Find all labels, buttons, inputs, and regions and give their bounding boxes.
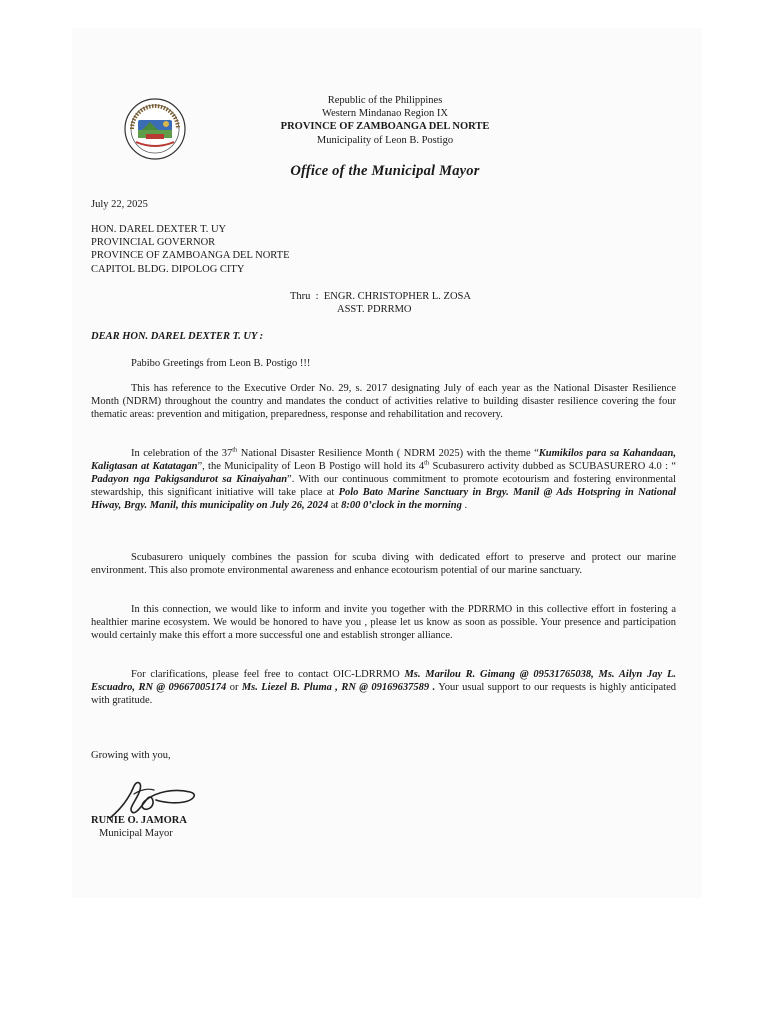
p2-sup-2: th <box>424 459 430 467</box>
paragraph-celebration <box>91 448 676 513</box>
municipal-seal-icon <box>124 98 186 160</box>
letter-date: July 22, 2025 <box>91 199 148 210</box>
contact-persons-2: Ms. Liezel B. Pluma , RN @ 09169637589 . <box>241 681 436 693</box>
event-time: 8:00 0’clock in the morning <box>341 499 462 511</box>
p2-text-b: National Disaster Resilience Month ( NDRM 2025) with the theme “ <box>237 448 539 459</box>
salutation: DEAR HON. DAREL DEXTER T. UY : <box>91 331 264 342</box>
province-line: PROVINCE OF ZAMBOANGA DEL NORTE <box>280 121 490 133</box>
municipality-line: Municipality of Leon B. Postigo <box>316 134 454 146</box>
p5-text-c: Your usual support to our requests is highly anticipated with gratitude. <box>91 681 676 706</box>
region-line: Western Mindanao Region IX <box>322 108 448 120</box>
complimentary-close: Growing with you, <box>91 750 171 761</box>
thru-block <box>290 290 471 317</box>
event-venue: Polo Bato Marine Sanctuary in Brgy. Manil @ Ads Hotspring in National Hiway, Brgy. Manil, this municipality on July 26, 2024 <box>91 486 676 511</box>
greeting: Pabibo Greetings from Leon B. Postigo !!! <box>131 358 311 369</box>
thru-position: ASST. PDRRMO <box>337 304 412 316</box>
event-theme: Kumikilos para sa Kahandaan, Kaligtasan at Katatagan <box>91 448 677 472</box>
p2-text-a: In celebration of the 37 <box>131 448 233 459</box>
p2-text-d: Scubasurero activity dubbed as SCUBASURERO 4.0 : “ <box>429 460 676 472</box>
p2-text-f: at <box>328 499 342 511</box>
p2-text-c: ”, the Municipality of Leon B Postigo will hold its 4 <box>197 460 425 472</box>
p2-text-e: ”. With our continuous commitment to promote ecotourism and fostering environmental stewardship, this significant initiative will take place at <box>91 473 676 498</box>
letterhead <box>200 94 570 147</box>
country-line: Republic of the Philippines <box>327 95 443 106</box>
p2-sup-1: th <box>232 446 238 454</box>
paragraph-executive-order: This has reference to the Executive Order No. 29, s. 2017 designating July of each year as the National Disaster Resilience Month (NDRM) throughout the country and mandates the conduct of activities relative to building disaster resilience covering the four thematic areas: prevention and mitigation, preparedness, response and rehabilitation and recovery. <box>91 383 676 420</box>
paragraph-scubasurero: Scubasurero uniquely combines the passion for scuba diving with dedicated effort to preserve and protect our marine environment. This also promote environmental awareness and enhance ecotourism potential of our marine sanctuary. <box>91 552 676 576</box>
thru-label: Thru <box>290 291 311 302</box>
addressee-block <box>91 223 290 276</box>
addressee-position: PROVINCIAL GOVERNOR <box>91 237 216 249</box>
paragraph-contacts <box>91 669 676 708</box>
paragraph-invitation: In this connection, we would like to inform and invite you together with the PDRRMO in this collective effort in fostering a healthier marine ecosystem. We would be honored to have you , please let us know as soon as possible. Your presence and participation would certainly make this effort a more successful one and establish stronger alliance. <box>91 604 676 641</box>
thru-separator: : <box>315 291 319 302</box>
signatory-title: Municipal Mayor <box>99 828 173 839</box>
addressee-name: HON. DAREL DEXTER T. UY <box>91 224 227 235</box>
p5-text-a: For clarifications, please feel free to contact OIC-LDRRMO <box>131 669 405 680</box>
p5-text-b: or <box>226 681 242 693</box>
office-title: Office of the Municipal Mayor <box>290 163 480 179</box>
addressee-province: PROVINCE OF ZAMBOANGA DEL NORTE <box>91 250 290 262</box>
addressee-address: CAPITOL BLDG. DIPOLOG CITY <box>91 263 245 275</box>
p2-text-g: . <box>461 499 468 511</box>
thru-name: ENGR. CHRISTOPHER L. ZOSA <box>323 291 471 302</box>
event-tagline: Padayon nga Pakigsandurot sa Kinaiyahan <box>91 473 288 485</box>
signatory-name: RUNIE O. JAMORA <box>91 815 187 826</box>
contact-persons-1: Ms. Marilou R. Gimang @ 09531765038, Ms. Ailyn Jay L. Escuadro, RN @ 09667005174 <box>91 669 676 693</box>
